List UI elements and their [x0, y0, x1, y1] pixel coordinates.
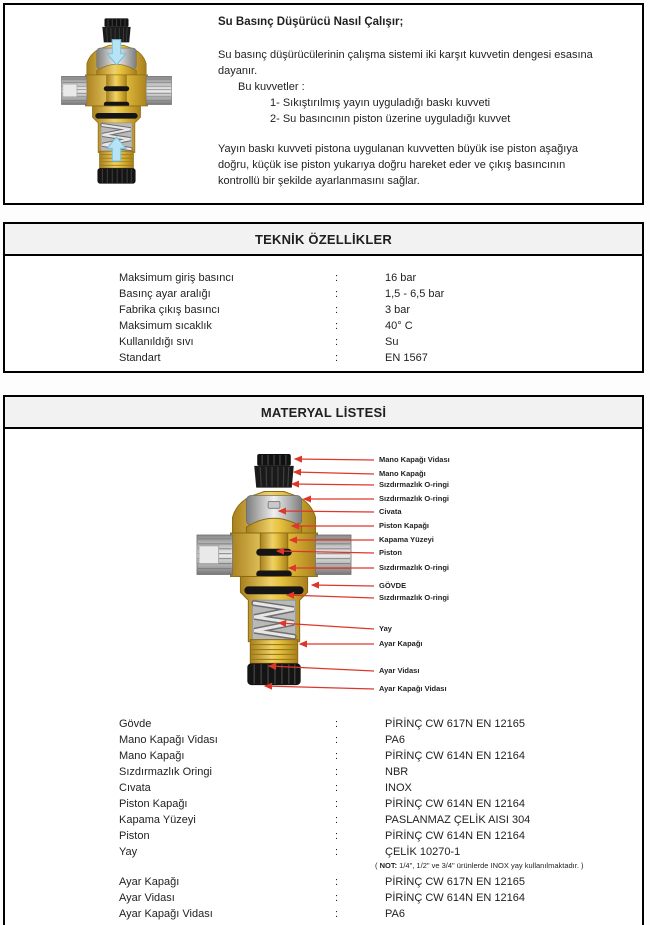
row-label: Maksimum giriş basıncı: [119, 272, 234, 284]
row-separator: :: [335, 718, 339, 730]
row-label: Gövde: [119, 718, 152, 730]
row-value: PİRİNÇ CW 617N EN 12165: [385, 718, 525, 730]
valve-cross-section-figure: [60, 17, 173, 195]
row-label: Cıvata: [119, 782, 151, 794]
material-table: [5, 716, 642, 922]
row-value: PİRİNÇ CW 614N EN 12164: [385, 830, 525, 842]
row-value: ÇELİK 10270-1: [385, 846, 461, 858]
row-label: Fabrika çıkış basıncı: [119, 304, 220, 316]
row-label: Mano Kapağı Vidası: [119, 734, 218, 746]
diagram-part-label: Civata: [379, 507, 402, 516]
row-label: Sızdırmazlık Oringi: [119, 766, 212, 778]
row-separator: :: [335, 830, 339, 842]
row-label: Kullanıldığı sıvı: [119, 336, 194, 348]
table-row: [5, 764, 642, 780]
force-list-item: 1- Sıkıştırılmış yayın uyguladığı baskı kuvveti: [270, 97, 491, 109]
table-row: [5, 812, 642, 828]
row-value: PİRİNÇ CW 614N EN 12164: [385, 750, 525, 762]
row-separator: :: [335, 876, 339, 888]
table-row: [5, 270, 642, 286]
table-row: [5, 716, 642, 732]
technical-specs-table: [5, 270, 642, 366]
table-row: [5, 890, 642, 906]
row-label: Ayar Vidası: [119, 892, 175, 904]
row-value: 40° C: [385, 320, 413, 332]
diagram-part-label: Mano Kapağı: [379, 469, 426, 478]
row-separator: :: [335, 320, 339, 332]
diagram-part-label: Sızdırmazlık O-ringi: [379, 593, 450, 602]
row-label: Basınç ayar aralığı: [119, 288, 211, 300]
row-value: 1,5 - 6,5 bar: [385, 288, 445, 300]
material-list-section: [3, 395, 644, 925]
diagram-part-label: Piston Kapağı: [379, 521, 430, 530]
diagram-part-label: Sızdırmazlık O-ringi: [379, 563, 450, 572]
table-row: [5, 350, 642, 366]
row-separator: :: [335, 798, 339, 810]
forces-lead: Bu kuvvetler :: [238, 81, 305, 93]
how-it-works-text: [218, 15, 596, 189]
diagram-part-label: Sızdırmazlık O-ringi: [379, 480, 450, 489]
row-label: Maksimum sıcaklık: [119, 320, 212, 332]
table-row: [5, 286, 642, 302]
row-label: Standart: [119, 352, 161, 364]
technical-specs-header: TEKNİK ÖZELLİKLER: [5, 224, 642, 256]
row-label: Piston: [119, 830, 150, 842]
row-separator: :: [335, 846, 339, 858]
force-list-item: 2- Su basıncının piston üzerine uyguladığı kuvvet: [270, 113, 511, 125]
diagram-part-label: Yay: [379, 624, 392, 633]
material-list-header: MATERYAL LİSTESİ: [5, 397, 642, 429]
row-value: PİRİNÇ CW 614N EN 12164: [385, 798, 525, 810]
table-row: [5, 318, 642, 334]
row-value: PİRİNÇ CW 614N EN 12164: [385, 892, 525, 904]
row-label: Piston Kapağı: [119, 798, 188, 810]
how-it-works-section: [3, 3, 644, 205]
table-row: [5, 828, 642, 844]
row-value: NBR: [385, 766, 409, 778]
row-separator: :: [335, 288, 339, 300]
table-row: [5, 796, 642, 812]
row-label: Mano Kapağı: [119, 750, 185, 762]
row-separator: :: [335, 272, 339, 284]
row-value: PA6: [385, 734, 405, 746]
diagram-part-label: Piston: [379, 548, 402, 557]
row-label: Yay: [119, 846, 138, 858]
technical-specs-section: [3, 222, 644, 373]
row-separator: :: [335, 814, 339, 826]
diagram-part-label: GÖVDE: [379, 581, 407, 590]
row-label: Ayar Kapağı Vidası: [119, 908, 213, 920]
row-value: PASLANMAZ ÇELİK AISI 304: [385, 814, 531, 826]
row-separator: :: [335, 734, 339, 746]
row-separator: :: [335, 336, 339, 348]
row-separator: :: [335, 750, 339, 762]
diagram-part-label: Kapama Yüzeyi: [379, 535, 434, 544]
table-row: [5, 302, 642, 318]
table-row: [5, 334, 642, 350]
row-separator: :: [335, 908, 339, 920]
row-separator: :: [335, 782, 339, 794]
row-separator: :: [335, 892, 339, 904]
row-value: INOX: [385, 782, 412, 794]
how-it-works-title: Su Basınç Düşürücü Nasıl Çalışır;: [218, 16, 404, 28]
row-value: EN 1567: [385, 352, 428, 364]
row-value: PA6: [385, 908, 405, 920]
material-note: ( NOT: 1/4", 1/2" ve 3/4" ürünlerde INOX yay kullanılmaktadır. ): [375, 861, 584, 870]
valve-exploded-figure: [195, 452, 353, 699]
table-row: [5, 732, 642, 748]
material-diagram: [172, 440, 638, 712]
how-it-works-paragraph-2: Yayın baskı kuvveti pistona uygulanan kuvvetten büyük ise piston aşağıya doğru, küçük ise piston yukarıya doğru hareket eder ve çıkış basıncının kontrollü bir şekilde ayarlanmasını sağlar.: [218, 143, 578, 187]
row-separator: :: [335, 766, 339, 778]
row-value: 3 bar: [385, 304, 411, 316]
valve-cutaway-image: [60, 17, 173, 190]
row-value: PİRİNÇ CW 617N EN 12165: [385, 876, 525, 888]
how-it-works-paragraph-1: Su basınç düşürücülerinin çalışma sistemi iki karşıt kuvvetin dengesi esasına dayanır.: [218, 49, 593, 77]
row-value: 16 bar: [385, 272, 417, 284]
diagram-part-label: Ayar Kapağı: [379, 639, 423, 648]
row-separator: :: [335, 304, 339, 316]
row-label: Kapama Yüzeyi: [119, 814, 196, 826]
row-value: Su: [385, 336, 399, 348]
diagram-part-label: Sızdırmazlık O-ringi: [379, 494, 450, 503]
forces-list: [218, 95, 596, 127]
table-row: [5, 780, 642, 796]
valve-cutaway-image: [195, 452, 353, 694]
row-label: Ayar Kapağı: [119, 876, 180, 888]
diagram-part-label: Ayar Vidası: [379, 666, 420, 675]
row-separator: :: [335, 352, 339, 364]
table-row: [5, 906, 642, 922]
diagram-part-label: Mano Kapağı Vidası: [379, 455, 450, 464]
table-row: [5, 748, 642, 764]
diagram-part-label: Ayar Kapağı Vidası: [379, 684, 447, 693]
table-row: [5, 874, 642, 890]
table-row: [5, 844, 642, 860]
